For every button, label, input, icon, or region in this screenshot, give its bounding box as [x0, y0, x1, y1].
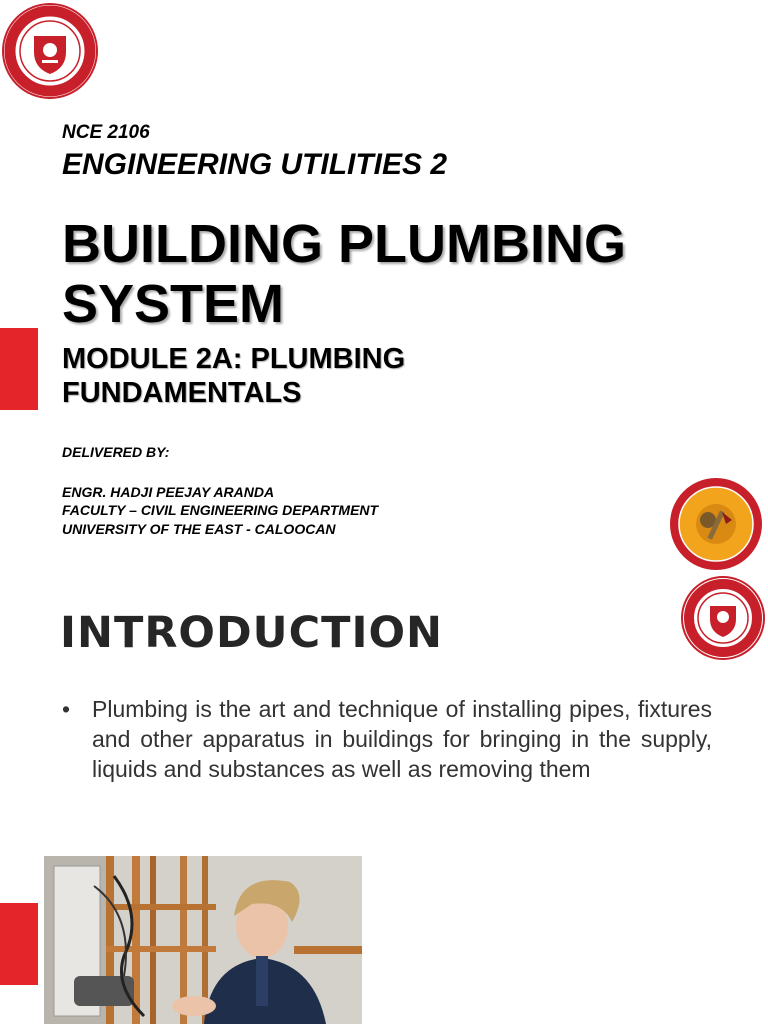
- delivered-by-label: DELIVERED BY:: [62, 444, 170, 460]
- bullet-dot-icon: •: [62, 696, 71, 722]
- plumber-photo: [44, 856, 362, 1024]
- introduction-heading: INTRODUCTION: [60, 608, 444, 658]
- course-code: NCE 2106: [62, 122, 150, 143]
- course-title: ENGINEERING UTILITIES 2: [62, 148, 448, 181]
- module-title-line-2: FUNDAMENTALS: [62, 377, 302, 409]
- presenter-faculty: FACULTY – CIVIL ENGINEERING DEPARTMENT: [62, 502, 379, 518]
- main-title-line-1: BUILDING PLUMBING: [62, 214, 626, 274]
- left-accent-bar-bottom: [0, 903, 38, 985]
- left-accent-bar-top: [0, 328, 38, 410]
- ue-seal-logo: [2, 2, 98, 100]
- module-title: [62, 342, 542, 410]
- intro-bullet-item: [62, 694, 712, 784]
- presenter-name: ENGR. HADJI PEEJAY ARANDA: [62, 484, 275, 500]
- main-title: [62, 214, 702, 334]
- engineering-college-seal: [668, 476, 764, 572]
- main-title-line-2: SYSTEM: [62, 274, 285, 334]
- intro-bullet-text: Plumbing is the art and technique of installing pipes, fixtures and other apparatus in buildings for bringing in the supply, liquids and substances as well as removing them: [92, 696, 712, 782]
- module-title-line-1: MODULE 2A: PLUMBING: [62, 343, 406, 375]
- presenter-university: UNIVERSITY OF THE EAST - CALOOCAN: [62, 521, 336, 537]
- ue-seal-logo-right: [680, 576, 766, 660]
